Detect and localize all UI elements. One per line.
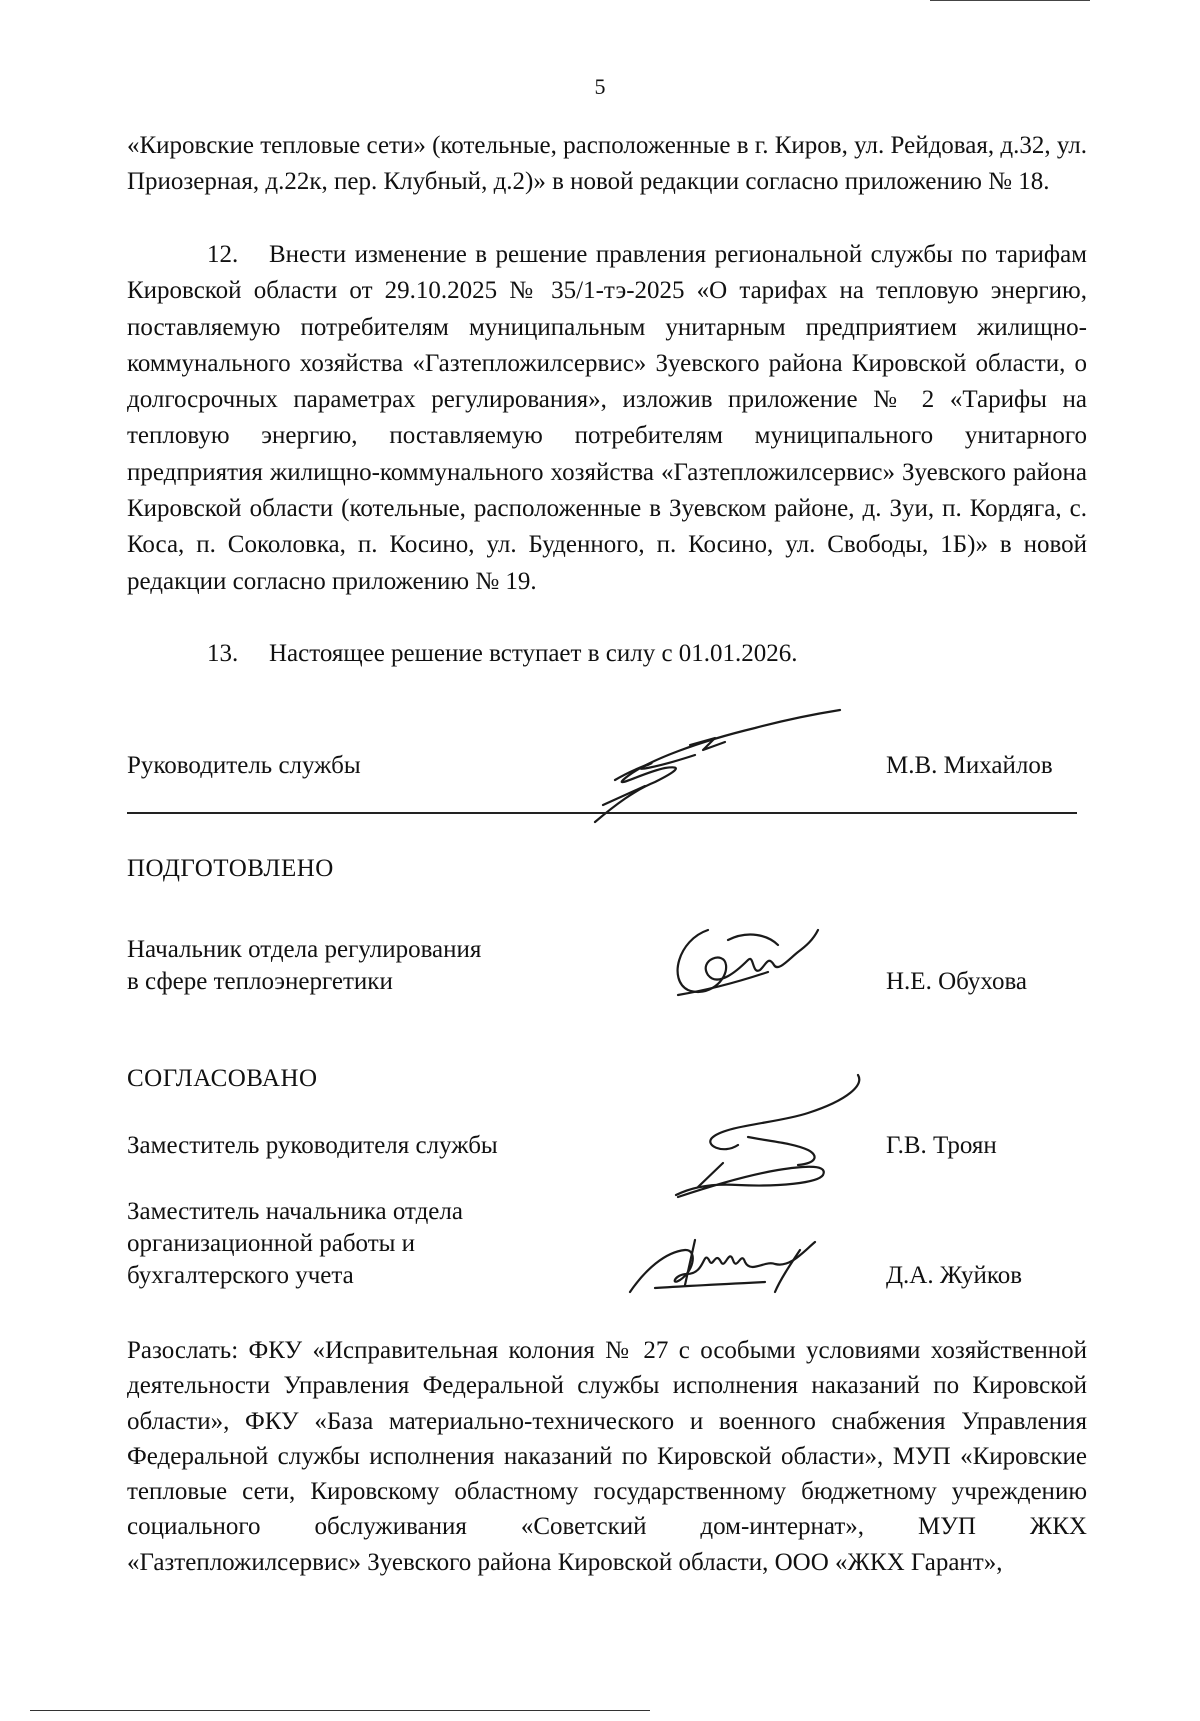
- item-text: Настоящее решение вступает в силу с 01.01.2026.: [269, 640, 798, 667]
- prepared-position-line2: в сфере теплоэнергетики: [127, 968, 393, 995]
- agreed-heading: СОГЛАСОВАНО: [127, 1065, 318, 1092]
- prepared-position-line1: Начальник отдела регулирования: [127, 936, 482, 963]
- agreed-signer1-position: Заместитель руководителя службы: [127, 1132, 498, 1159]
- item-12-paragraph: [127, 237, 1087, 600]
- head-name: М.В. Михайлов: [886, 752, 1053, 779]
- agreed-signer2-position-line2: организационной работы и: [127, 1230, 416, 1257]
- agreed-signer2-name: Д.А. Жуйков: [886, 1262, 1023, 1289]
- prepared-heading: ПОДГОТОВЛЕНО: [127, 855, 334, 882]
- agreed-signer1-name: Г.В. Троян: [886, 1132, 997, 1159]
- page-number: 5: [594, 74, 606, 99]
- agreed-signer1-signature-image: [668, 1065, 868, 1205]
- agreed-signer2-position-line1: Заместитель начальника отдела: [127, 1198, 463, 1225]
- agreed-signer2-position-line3: бухгалтерского учета: [127, 1262, 354, 1289]
- continuation-paragraph: «Кировские тепловые сети» (котельные, расположенные в г. Киров, ул. Рейдовая, д.32, ул. Приозерная, д.22к, пер. Клубный, д.2)» в новой редакции согласно приложению № 18.: [127, 132, 1087, 196]
- agreed-signer2-signature-image: [625, 1230, 825, 1300]
- prepared-name: Н.Е. Обухова: [886, 968, 1028, 995]
- signature-rule: [127, 812, 1077, 814]
- bottom-edge-line: [30, 1710, 650, 1711]
- item-number: 12.: [207, 241, 239, 268]
- top-edge-line: [930, 0, 1090, 1]
- item-13-paragraph: [127, 636, 1087, 672]
- head-position: Руководитель службы: [127, 752, 361, 779]
- mailing-list-paragraph: Разослать: ФКУ «Исправительная колония № 27 с особыми условиями хозяйственной деятельности Управления Федеральной службы исполнения наказаний по Кировской области», ФКУ «База материально-технического и военного снабжения Управления Федеральной службы исполнения наказаний по Кировской области», МУП «Кировские тепловые сети, Кировскому областному государственному бюджетному учреждению социального обслуживания «Советский дом-интернат», МУП ЖКХ «Газтепложилсервис» Зуевского района Кировской области, ООО «ЖКХ Гарант»,: [127, 1337, 1087, 1576]
- item-number: 13.: [207, 640, 239, 667]
- prepared-signature-image: [668, 920, 828, 1000]
- item-text: Внести изменение в решение правления региональной службы по тарифам Кировской области от 29.10.2025 № 35/1-тэ-2025 «О тарифах на тепловую энергию, поставляемую потребителям муниципальным унитарным предприятием жилищно-коммунального хозяйства «Газтепложилсервис» Зуевского района Кировской области, о долгосрочных параметрах регулирования», изложив приложение № 2 «Тарифы на тепловую энергию, поставляемую потребителям муниципального унитарного предприятия жилищно-коммунального хозяйства «Газтепложилсервис» Зуевского района Кировской области (котельные, расположенные в Зуевском районе, д. Зуи, п. Кордяга, с. Коса, п. Соколовка, п. Косино, ул. Буденного, п. Косино, ул. Свободы, 1Б)» в новой редакции согласно приложению № 19.: [127, 241, 1087, 595]
